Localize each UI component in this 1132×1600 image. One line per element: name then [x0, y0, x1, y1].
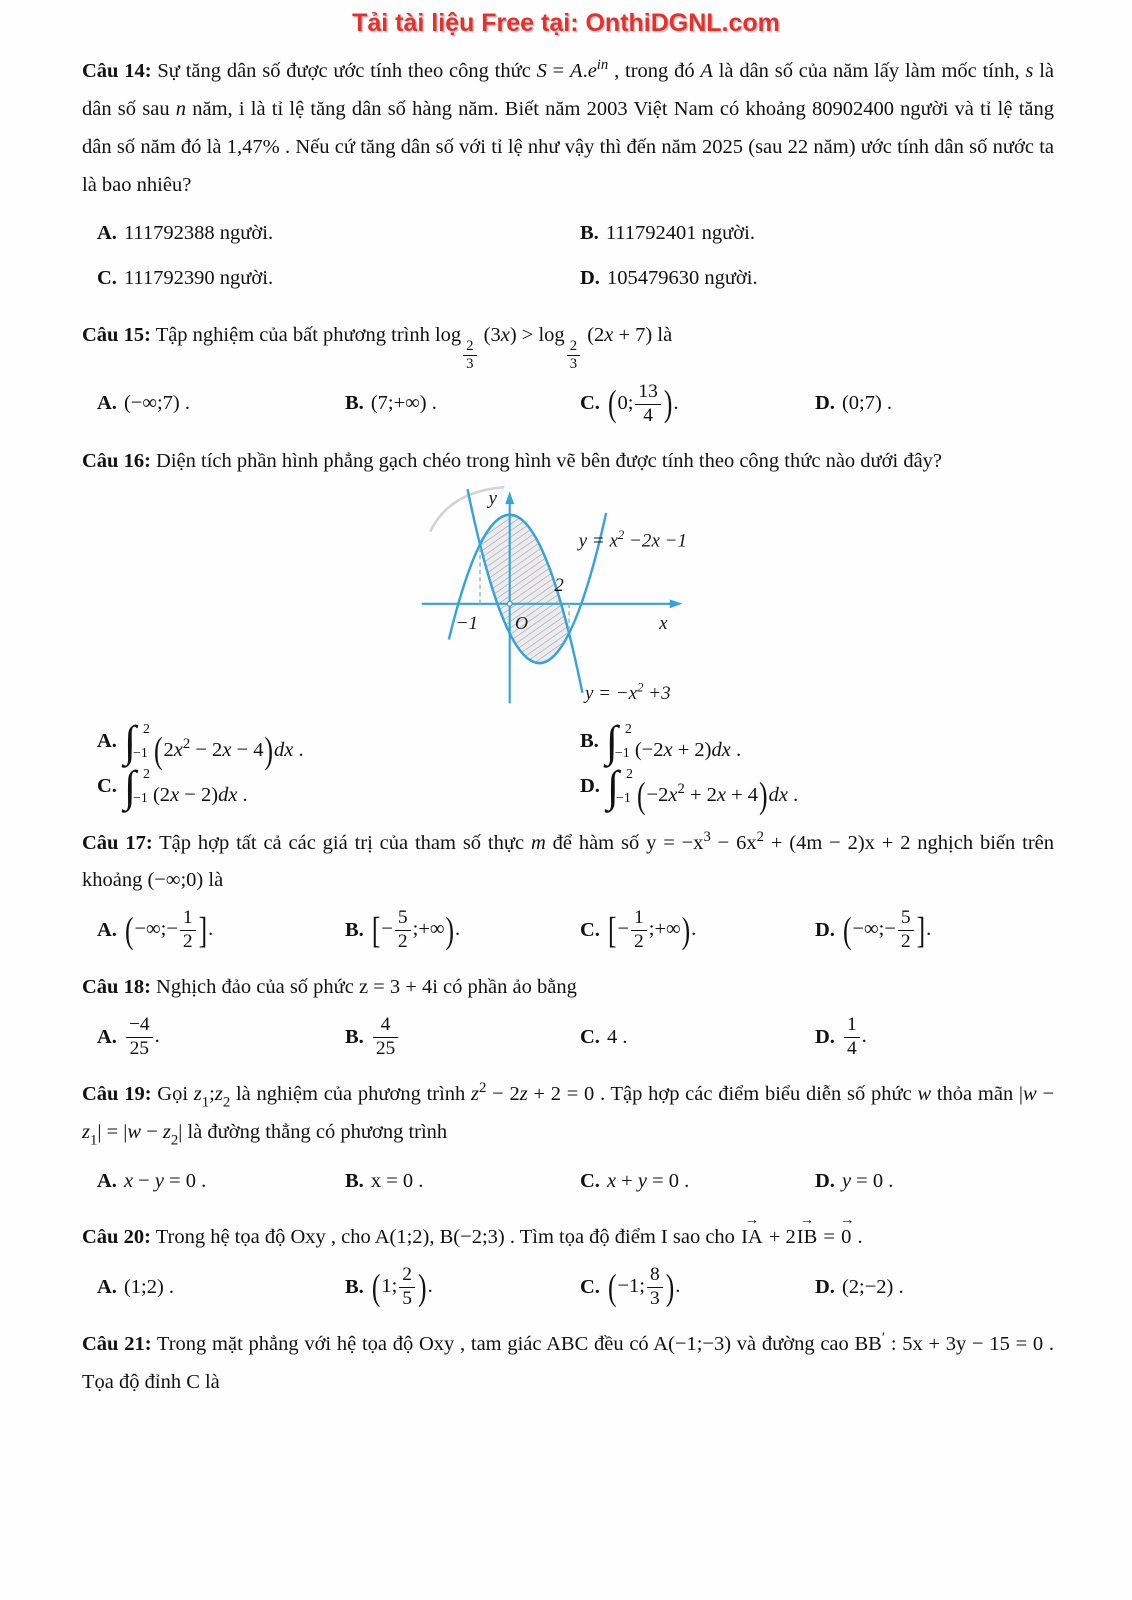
option-letter: C.: [580, 919, 600, 942]
option-letter: B.: [345, 919, 364, 942]
question-20: [82, 1219, 1054, 1311]
option-letter: C.: [580, 392, 600, 415]
question-17-options: [82, 907, 1054, 954]
question-14-options: [82, 212, 1054, 302]
option-letter: A.: [97, 392, 117, 415]
option-text: (7;+∞) .: [370, 392, 437, 415]
question-15-options: [82, 381, 1054, 428]
question-14-option-D: [565, 257, 1054, 302]
option-text: (−1; $\frac{8}{3}$ ).: [607, 1263, 681, 1309]
question-14-option-C: [82, 257, 565, 302]
option-letter: A.: [97, 222, 117, 245]
option-letter: D.: [815, 1275, 835, 1298]
option-letter: B.: [345, 392, 364, 415]
option-letter: A.: [97, 1025, 117, 1048]
tick-label-neg1: −1: [455, 612, 479, 634]
option-text: x = 0 .: [370, 1169, 424, 1192]
question-14-text: [82, 53, 1054, 205]
question-20-option-C: [565, 1264, 800, 1311]
question-19-body: Gọi $z_1;z_2$ là nghiệm của phương trình $z^2 - 2z + 2 = 0$ . Tập hợp các điểm biểu diễn số phức w thỏa mãn $|w - z_1| = |w - z_2|$ là đường thẳng có phương trình: [82, 1080, 1055, 1149]
tick-label-2: 2: [554, 574, 564, 596]
option-text: 4 .: [606, 1025, 628, 1048]
question-20-option-D: [800, 1264, 1054, 1311]
question-15: [82, 317, 1054, 428]
question-19-option-A: [82, 1159, 330, 1204]
question-16-options: [82, 716, 1054, 817]
question-19-option-C: [565, 1159, 800, 1204]
option-text: ∫ 2 −1 (−2x + 2)dx .: [605, 716, 742, 766]
option-letter: C.: [97, 775, 117, 798]
option-letter: A.: [97, 919, 117, 942]
question-14-option-B: [565, 212, 1054, 257]
question-18: [82, 969, 1054, 1061]
option-letter: C.: [580, 1169, 600, 1192]
option-text: x + y = 0 .: [606, 1169, 690, 1192]
question-18-option-A: [82, 1014, 330, 1061]
question-18-options: [82, 1014, 1054, 1061]
question-17-option-D: [800, 907, 1054, 954]
question-14-option-A: [82, 212, 565, 257]
question-16-option-D: [565, 761, 1054, 817]
option-letter: D.: [580, 775, 600, 798]
question-17: [82, 825, 1054, 955]
question-18-text: [82, 969, 1054, 1007]
option-text: x − y = 0 .: [123, 1169, 207, 1192]
question-20-label: Câu 20:: [82, 1226, 151, 1248]
question-21-body: Trong mặt phẳng với hệ tọa độ Oxy , tam giác ABC đều có A(−1;−3) và đường cao BB′ : 5x + 3y − 15 = 0 . Tọa độ đỉnh C là: [82, 1330, 1054, 1393]
y-axis-arrow: [505, 491, 514, 504]
option-letter: B.: [345, 1275, 364, 1298]
option-letter: C.: [580, 1275, 600, 1298]
option-letter: D.: [815, 392, 835, 415]
y-axis-label: y: [488, 487, 497, 509]
question-15-body: Tập nghiệm của bất phương trình log $_{\frac{2}{3}}$ (3x) > log $_{\frac{2}{3}}$ (2x + 7) là: [155, 323, 673, 373]
option-letter: C.: [97, 267, 117, 290]
question-15-option-A: [82, 381, 330, 428]
option-text: y = 0 .: [841, 1169, 894, 1192]
question-20-text: [82, 1219, 1054, 1257]
option-letter: B.: [580, 730, 599, 753]
option-letter: D.: [815, 919, 835, 942]
option-letter: D.: [815, 1025, 835, 1048]
question-21-label: Câu 21:: [82, 1332, 152, 1355]
question-19-option-D: [800, 1159, 1054, 1204]
option-text: (−∞;− $\frac{5}{2}$ ].: [842, 907, 932, 953]
option-text: (1; $\frac{2}{5}$ ).: [371, 1263, 433, 1309]
question-20-body: Trong hệ tọa độ Oxy , cho A(1;2), B(−2;3) . Tìm tọa độ điểm I sao cho IA → + 2IB → = 0 → .: [156, 1226, 863, 1248]
question-15-option-C: [565, 381, 800, 428]
option-letter: B.: [345, 1169, 364, 1192]
question-20-option-B: [330, 1264, 565, 1311]
question-19-text: [82, 1076, 1054, 1152]
option-text: (2;−2) .: [841, 1275, 904, 1298]
question-17-option-A: [82, 907, 330, 954]
equation-top-label: $y = x^2 -2x -1$: [578, 527, 688, 552]
option-text: (0;7) .: [841, 392, 893, 415]
option-letter: D.: [815, 1169, 835, 1192]
question-16-body: Diện tích phần hình phẳng gạch chéo trong hình vẽ bên được tính theo công thức nào dưới đây?: [156, 449, 943, 472]
question-19-label: Câu 19:: [82, 1083, 152, 1106]
question-19: [82, 1076, 1054, 1204]
x-axis-arrow: [670, 599, 683, 608]
question-17-body: Tập hợp tất cả các giá trị của tham số thực m để hàm số $y = -x^3 - 6x^2 + (4m - 2)x + 2$ nghịch biến trên khoảng (−∞;0) là: [82, 828, 1054, 892]
x-axis-label: x: [659, 612, 668, 634]
page-header-title: Tải tài liệu Free tại: OnthiDGNL.com: [352, 9, 780, 37]
question-15-label: Câu 15:: [82, 323, 151, 346]
question-15-option-D: [800, 381, 1054, 428]
option-letter: B.: [345, 1025, 364, 1048]
question-18-label: Câu 18:: [82, 976, 151, 999]
option-text: $\frac{-4}{25}$ .: [124, 1014, 160, 1061]
question-16-text: [82, 443, 1054, 481]
option-text: (−∞;− $\frac{1}{2}$ ].: [124, 907, 214, 953]
option-text: ∫ 2 −1 $(-2x^2 + 2x + 4)dx$ .: [606, 761, 799, 817]
question-17-option-C: [565, 907, 800, 954]
question-19-option-B: [330, 1159, 565, 1204]
question-21: [82, 1326, 1054, 1402]
option-letter: A.: [97, 730, 117, 753]
origin-label: O: [515, 612, 528, 633]
question-20-option-A: [82, 1264, 330, 1311]
question-16-option-A: [82, 716, 565, 772]
option-text: $\frac{1}{4}$ .: [842, 1014, 867, 1061]
question-18-option-B: [330, 1014, 565, 1061]
question-16-label: Câu 16:: [82, 449, 151, 472]
question-17-text: [82, 825, 1054, 901]
option-text: [− $\frac{1}{2}$ ;+∞).: [607, 907, 697, 953]
question-15-option-B: [330, 381, 565, 428]
option-text: [− $\frac{5}{2}$ ;+∞).: [371, 907, 461, 953]
question-18-body: Nghịch đảo của số phức z = 3 + 4i có phần ảo bằng: [156, 976, 577, 999]
origin-point: [507, 601, 512, 606]
option-text: (−∞;7) .: [123, 392, 190, 415]
question-19-options: [82, 1159, 1054, 1204]
option-letter: A.: [97, 1169, 117, 1192]
question-14: [82, 53, 1054, 302]
equation-bottom-label: $y = -x^2 +3$: [584, 680, 671, 704]
question-18-option-D: [800, 1014, 1054, 1061]
option-letter: C.: [580, 1025, 600, 1048]
option-text: (0; $\frac{13}{4}$ ).: [607, 380, 679, 426]
question-15-text: [82, 317, 1054, 374]
option-letter: D.: [580, 267, 600, 290]
question-16-option-B: [565, 716, 1054, 766]
question-20-options: [82, 1264, 1054, 1311]
question-21-text: [82, 1326, 1054, 1402]
option-text: 111792390 người.: [123, 267, 274, 290]
q16-figure: [409, 485, 727, 713]
question-14-body: Sự tăng dân số được ước tính theo công thức $S = A.e^{in}$ , trong đó A là dân số của năm lấy làm mốc tính, s là dân số sau n năm, i là tỉ lệ tăng dân số hàng năm. Biết năm 2003 Việt Nam có khoảng 80902400 người và tỉ lệ tăng dân số năm đó là 1,47% . Nếu cứ tăng dân số với tỉ lệ như vậy thì đến năm 2025 (sau 22 năm) ước tính dân số nước ta là bao nhiêu?: [82, 57, 1054, 196]
question-18-option-C: [565, 1014, 800, 1061]
question-17-label: Câu 17:: [82, 831, 153, 854]
option-text: $\frac{4}{25}$: [371, 1014, 400, 1061]
option-letter: B.: [580, 222, 599, 245]
exam-content: [0, 53, 1132, 1402]
option-text: (1;2) .: [123, 1275, 175, 1298]
option-text: 105479630 người.: [606, 267, 758, 290]
option-text: 111792401 người.: [605, 222, 755, 245]
option-letter: A.: [97, 1275, 117, 1298]
option-text: ∫ 2 −1 $(2x^2 - 2x - 4)dx$ .: [123, 716, 304, 772]
option-text: 111792388 người.: [123, 222, 274, 245]
question-17-option-B: [330, 907, 565, 954]
q16-figure-wrapper: [82, 485, 1054, 713]
option-text: ∫ 2 −1 (2x − 2)dx .: [123, 761, 248, 811]
question-14-label: Câu 14:: [82, 60, 152, 82]
question-16: [82, 443, 1054, 817]
